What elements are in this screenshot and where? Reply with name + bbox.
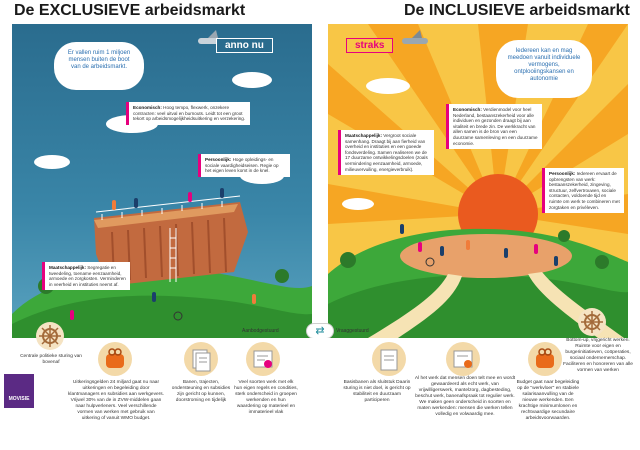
bottom-section (0, 338, 640, 450)
right-road-label: Vraaggestuurd (336, 328, 369, 334)
right-maatschappelijk-head: Maatschappelijk: (345, 133, 383, 138)
swap-arrows-icon: ⇄ (306, 323, 334, 339)
right-title (404, 2, 630, 20)
left-maatschappelijk-head: Maatschappelijk: (49, 265, 87, 270)
left-title (14, 2, 245, 20)
right-economisch-text: Verdienmodel voor heel Nederland, bestaanszekerheid voor alle individuen en gezonden draagt bij aan vitaliteit en brede zin. De werkkracht van allen samen is de bron van een duurzame samenleving en een duurzame economie. (453, 107, 538, 146)
left-title-strong: EXCLUSIEVE (38, 2, 141, 19)
documents-icon (184, 342, 218, 376)
right-tag: straks (346, 38, 393, 53)
right-cloud-box: Iedereen kan en mag meedoen vanuit individuele vermogens, ontplooiingskansen en autonomie (496, 40, 592, 98)
wallet-icon (528, 342, 562, 376)
right-cloud-low (342, 198, 374, 210)
badge-icon (372, 342, 406, 376)
ship-wheel-icon (36, 322, 64, 350)
movisie-logo (4, 374, 34, 408)
right-tree-2 (595, 255, 609, 269)
left-cloud-right (232, 72, 272, 88)
left-economisch-head: Economisch: (133, 105, 162, 110)
right-title-strong: INCLUSIEVE (428, 2, 525, 19)
right-persoonlijk-text: Iedereen ervaart de opbrengsten van werk: bestaanszekerheid, zingeving, structuur, zelfvertrouwen, sociale contacten, voldoende tijd en ruimte om werk te combineren met zorgtaken en privéleven. (549, 171, 620, 210)
left-maatschappelijk-text: Segregatie en tweedeling, toename eenzaamheid, armoede en zorgkosten. Verminderen in veerheid en instituties neemt af. (49, 265, 126, 287)
right-cloud-left (366, 78, 410, 94)
left-road-label: Aanbodgestuurd (242, 328, 279, 334)
right-tree-1 (340, 252, 356, 268)
right-plaza (400, 234, 572, 278)
bottom-right-text-1: Basisbanen als sluitstuk Daarin sturing is niet doel, is gericht op stabiliteit en duurzaam participeren (343, 380, 411, 403)
certificate-icon (246, 342, 280, 376)
left-title-prefix: De (14, 2, 39, 19)
left-info-economisch (126, 102, 250, 125)
left-title-suffix: arbeidsmarkt (140, 2, 246, 19)
right-tree-3 (558, 230, 570, 242)
right-title-prefix: De (404, 2, 429, 19)
left-panel (12, 24, 312, 338)
left-tree-2 (275, 269, 289, 283)
right-panel (328, 24, 628, 338)
right-info-economisch (446, 104, 542, 149)
bottom-left-text-2: Uitkeringsgelden 24 miljard gaat nu naar uitkeringen en begeleiding door klantmanagers en subsidies aan werkgevers. Vrijwel 30% van de in ZVW-middelen gaan naar hulpverleners. Veel verschillende vormen van werken met gebruik van uitkering of vanuit WMO budget. (68, 380, 164, 421)
left-economisch-text: Hoog tempo, flexwerk, onzekere contracten: veel uitval en burnouts. Leidt tot een groot tekort op arbeidsmogelijkheidsuitkering en verzekering. (133, 105, 246, 122)
ship-wheel-right-icon (578, 308, 606, 336)
left-cloud-left (34, 155, 70, 169)
purse-icon (98, 342, 132, 376)
left-persoonlijk-head: Persoonlijk: (205, 157, 232, 162)
bottom-right-text-3: Budget gaat naar begeleiding op de "werkvloer" en stabiele salarisaanvulling van de nieuwe werkenden. Een krachtige minimumlonen en rechtvaardige secundaire arbeidsvoorwaarden. (516, 380, 580, 421)
left-persoonlijk-text: Hoge opleidings- en sociale vaardigheidseisen. Regie op het eigen leven komt in de knel. (205, 157, 279, 174)
bottom-left-text-4: Veel soorten werk met elk hun eigen regels en condities, sterk onderscheid in groepen werkenden en hun waardering op materieel en immaterieel vlak (234, 380, 298, 415)
right-info-persoonlijk (542, 168, 624, 213)
bottom-left-text-1: Centrale politieke sturing van bovenaf (20, 354, 82, 365)
right-title-suffix: arbeidsmarkt (524, 2, 630, 19)
right-persoonlijk-head: Persoonlijk: (549, 171, 576, 176)
left-info-maatschappelijk (42, 262, 130, 290)
bottom-right-text-2: Al het werk dat mensen doen telt mee en wordt gewaardeerd als echt werk, van vrijwilligerswerk, mantelzorg, dagbesteding, beschut werk, banenafspraak tot regulier werk. We maken geen onderscheid in soorten en maten werkenden: mensen die werken tellen volledig en volwaardig mee. (414, 376, 516, 417)
left-info-persoonlijk (198, 154, 290, 177)
left-cloud-box: Er vallen ruim 1 miljoen mensen buiten de boot van de arbeidsmarkt. (54, 42, 144, 90)
bottom-left-text-3: Banen, trajecten, ondersteuning en subsidies zijn gericht op kunnen, doorstroming en tijdelijk (171, 380, 231, 403)
right-economisch-head: Economisch: (453, 107, 482, 112)
right-info-maatschappelijk (338, 130, 434, 175)
movisie-logo-text: MOVISIE (8, 396, 30, 402)
certificates-icon (446, 342, 480, 376)
right-maatschappelijk-text: Vergroot sociale samenhang. Draagt bij aan fierheid van overheid en instituties en een goeede fondsverdeling. Samen realiseren we de 17 duurzame ontwikkelingsdoelen (zoals vermindering eenzaamheid, armoede, milieuvervuiling, energieverbruik). (345, 133, 428, 172)
left-tag: anno nu (216, 38, 273, 53)
bottom-right-text-4: Bottom-up, vrijgericht werken. Ruimte voor eigen en burgerinitiatieven, coöperaties, sociaal ondernemerschap. Faciliteren en honoreren van alle vormen van werken (563, 338, 633, 373)
